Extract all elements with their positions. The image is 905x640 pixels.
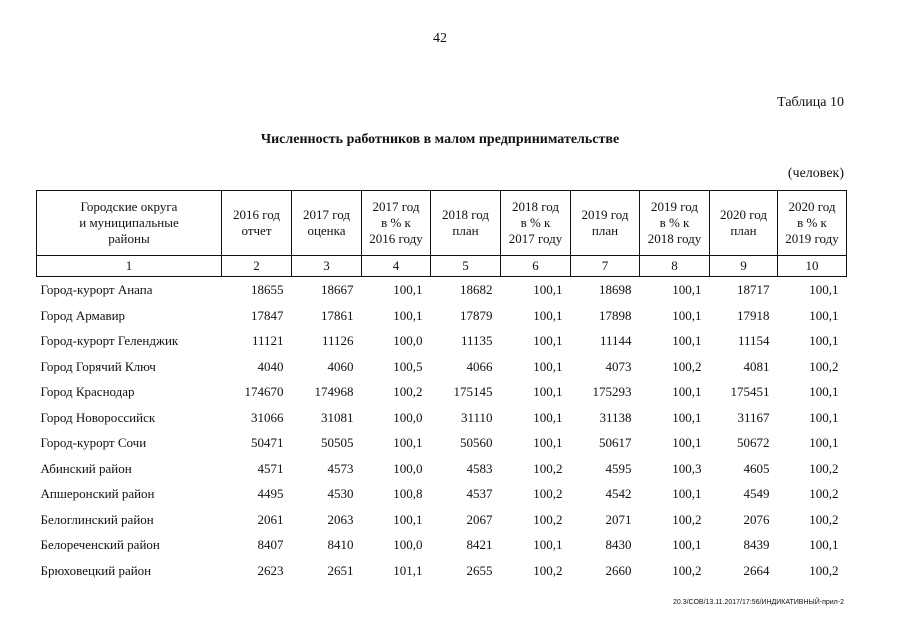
value-cell: 4060 (327, 358, 354, 374)
column-number: 4 (362, 256, 431, 277)
value-cell: 100,2 (533, 460, 563, 476)
value-cell: 175293 (592, 384, 632, 399)
table-row (37, 328, 847, 354)
column-number: 7 (571, 256, 640, 277)
value-cell: 100,3 (672, 460, 702, 476)
column-number: 2 (222, 256, 292, 277)
header-row (37, 191, 847, 256)
column-number: 9 (710, 256, 778, 277)
row-name-cell: Абинский район (40, 460, 132, 476)
value-cell: 4537 (466, 486, 493, 501)
value-cell: 100,8 (393, 486, 423, 501)
value-cell: 17847 (251, 307, 284, 323)
value-cell: 100,1 (533, 435, 563, 450)
value-cell: 11135 (460, 333, 493, 348)
value-cell: 4073 (605, 358, 632, 374)
value-cell: 100,1 (672, 435, 702, 450)
value-cell: 100,0 (393, 333, 423, 348)
value-cell: 100,2 (672, 358, 702, 374)
value-cell: 4605 (743, 460, 770, 476)
value-cell: 4583 (466, 460, 493, 476)
value-cell: 100,1 (809, 333, 839, 348)
value-cell: 100,1 (533, 307, 563, 323)
column-header: Городские округа и муниципальные районы (37, 191, 222, 256)
column-number: 6 (501, 256, 571, 277)
row-name-cell: Апшеронский район (40, 486, 155, 501)
page-number: 42 (433, 31, 447, 46)
value-cell: 4571 (257, 460, 284, 476)
table-row (37, 379, 847, 405)
value-cell: 50672 (737, 435, 770, 450)
value-cell: 31138 (599, 409, 632, 425)
value-cell: 100,1 (533, 384, 563, 399)
table-title: Численность работников в малом предпринимательстве (260, 132, 620, 147)
value-cell: 100,1 (672, 307, 702, 323)
value-cell: 4530 (327, 486, 354, 501)
value-cell: 100,1 (672, 282, 702, 297)
value-cell: 4081 (743, 358, 770, 374)
column-number: 8 (640, 256, 710, 277)
value-cell: 8410 (327, 537, 354, 552)
value-cell: 101,1 (393, 562, 423, 578)
table-row (37, 405, 847, 431)
table-row (37, 354, 847, 380)
value-cell: 100,2 (809, 460, 839, 476)
value-cell: 4549 (743, 486, 770, 501)
row-name-cell: Город Новороссийск (40, 409, 156, 425)
column-number-row (37, 256, 847, 277)
value-cell: 100,1 (672, 333, 702, 348)
value-cell: 50505 (321, 435, 354, 450)
value-cell: 31167 (737, 409, 770, 425)
value-cell: 4495 (257, 486, 284, 501)
value-cell: 2651 (327, 562, 354, 578)
column-header: 2020 год план (710, 191, 778, 256)
table-row (37, 277, 847, 303)
value-cell: 2071 (605, 511, 632, 527)
value-cell: 2623 (257, 562, 284, 578)
value-cell: 31066 (251, 409, 284, 425)
table-body (37, 277, 847, 584)
table-label: Таблица 10 (777, 95, 844, 110)
row-name-cell: Город Армавир (40, 307, 126, 323)
value-cell: 100,2 (672, 511, 702, 527)
value-cell: 100,2 (809, 511, 839, 527)
value-cell: 100,2 (809, 562, 839, 578)
column-number: 1 (37, 256, 222, 277)
value-cell: 50617 (599, 435, 632, 450)
column-header: 2018 год план (431, 191, 501, 256)
row-name-cell: Белоглинский район (40, 511, 154, 527)
value-cell: 100,1 (393, 307, 423, 323)
value-cell: 11121 (251, 333, 284, 348)
value-cell: 100,1 (809, 282, 839, 297)
value-cell: 8439 (743, 537, 770, 552)
value-cell: 18717 (737, 282, 770, 297)
value-cell: 11154 (737, 333, 770, 348)
footer-code: 20.3/СОВ/13.11.2017/17:56/ИНДИКАТИВНЫЙ-прил-2 (672, 599, 844, 606)
row-name-cell: Город-курорт Сочи (40, 435, 147, 450)
value-cell: 100,5 (393, 358, 423, 374)
units-label: (человек) (787, 166, 844, 181)
value-cell: 2063 (327, 511, 354, 527)
value-cell: 100,2 (672, 562, 702, 578)
value-cell: 100,1 (533, 537, 563, 552)
value-cell: 31081 (321, 409, 354, 425)
value-cell: 100,1 (533, 282, 563, 297)
value-cell: 31110 (460, 409, 493, 425)
value-cell: 100,1 (809, 537, 839, 552)
table-row (37, 303, 847, 329)
column-header: 2019 год план (571, 191, 640, 256)
value-cell: 100,1 (393, 282, 423, 297)
column-header: 2020 год в % к 2019 году (778, 191, 847, 256)
row-name-cell: Город Горячий Ключ (40, 358, 156, 374)
column-number: 3 (292, 256, 362, 277)
value-cell: 100,1 (672, 486, 702, 501)
column-number: 5 (431, 256, 501, 277)
value-cell: 2655 (466, 562, 493, 578)
value-cell: 100,2 (533, 486, 563, 501)
table-row (37, 558, 847, 584)
value-cell: 100,0 (393, 460, 423, 476)
value-cell: 18698 (599, 282, 632, 297)
value-cell: 11144 (599, 333, 632, 348)
value-cell: 18667 (321, 282, 354, 297)
value-cell: 174670 (244, 384, 284, 399)
column-header: 2017 год в % к 2016 году (362, 191, 431, 256)
value-cell: 174968 (314, 384, 354, 399)
workers-table (36, 190, 847, 583)
value-cell: 17918 (737, 307, 770, 323)
value-cell: 17861 (321, 307, 354, 323)
value-cell: 100,1 (672, 537, 702, 552)
table-row (37, 456, 847, 482)
table-row (37, 532, 847, 558)
table-row (37, 507, 847, 533)
value-cell: 2664 (743, 562, 770, 578)
value-cell: 100,0 (393, 409, 423, 425)
value-cell: 100,1 (533, 409, 563, 425)
value-cell: 2660 (605, 562, 632, 578)
value-cell: 100,1 (393, 511, 423, 527)
column-number: 10 (778, 256, 847, 277)
value-cell: 100,2 (533, 562, 563, 578)
value-cell: 100,1 (809, 384, 839, 399)
value-cell: 100,0 (393, 537, 423, 552)
value-cell: 2067 (466, 511, 493, 527)
value-cell: 2061 (257, 511, 284, 527)
value-cell: 100,1 (809, 409, 839, 425)
column-header: 2017 год оценка (292, 191, 362, 256)
value-cell: 2076 (743, 511, 770, 527)
value-cell: 175145 (453, 384, 493, 399)
row-name-cell: Город-курорт Геленджик (40, 333, 179, 348)
row-name-cell: Город-курорт Анапа (40, 282, 153, 297)
column-header: 2018 год в % к 2017 году (501, 191, 571, 256)
value-cell: 18682 (460, 282, 493, 297)
column-header: 2016 год отчет (222, 191, 292, 256)
value-cell: 100,1 (809, 435, 839, 450)
value-cell: 100,2 (393, 384, 423, 399)
value-cell: 17898 (599, 307, 632, 323)
value-cell: 4595 (605, 460, 632, 476)
value-cell: 100,1 (393, 435, 423, 450)
value-cell: 100,1 (533, 333, 563, 348)
value-cell: 8421 (466, 537, 493, 552)
table-row (37, 481, 847, 507)
value-cell: 50471 (251, 435, 284, 450)
value-cell: 8407 (257, 537, 284, 552)
row-name-cell: Город Краснодар (40, 384, 135, 399)
value-cell: 100,1 (533, 358, 563, 374)
table-row (37, 430, 847, 456)
column-header: 2019 год в % к 2018 году (640, 191, 710, 256)
value-cell: 100,1 (809, 307, 839, 323)
value-cell: 4066 (466, 358, 493, 374)
value-cell: 8430 (605, 537, 632, 552)
value-cell: 100,2 (809, 358, 839, 374)
value-cell: 4542 (605, 486, 632, 501)
value-cell: 11126 (321, 333, 354, 348)
value-cell: 4040 (257, 358, 284, 374)
value-cell: 18655 (251, 282, 284, 297)
row-name-cell: Брюховецкий район (40, 562, 152, 578)
value-cell: 50560 (460, 435, 493, 450)
row-name-cell: Белореченский район (40, 537, 160, 552)
value-cell: 100,2 (533, 511, 563, 527)
value-cell: 100,1 (672, 409, 702, 425)
value-cell: 17879 (460, 307, 493, 323)
value-cell: 175451 (730, 384, 770, 399)
value-cell: 4573 (327, 460, 354, 476)
value-cell: 100,2 (809, 486, 839, 501)
value-cell: 100,1 (672, 384, 702, 399)
